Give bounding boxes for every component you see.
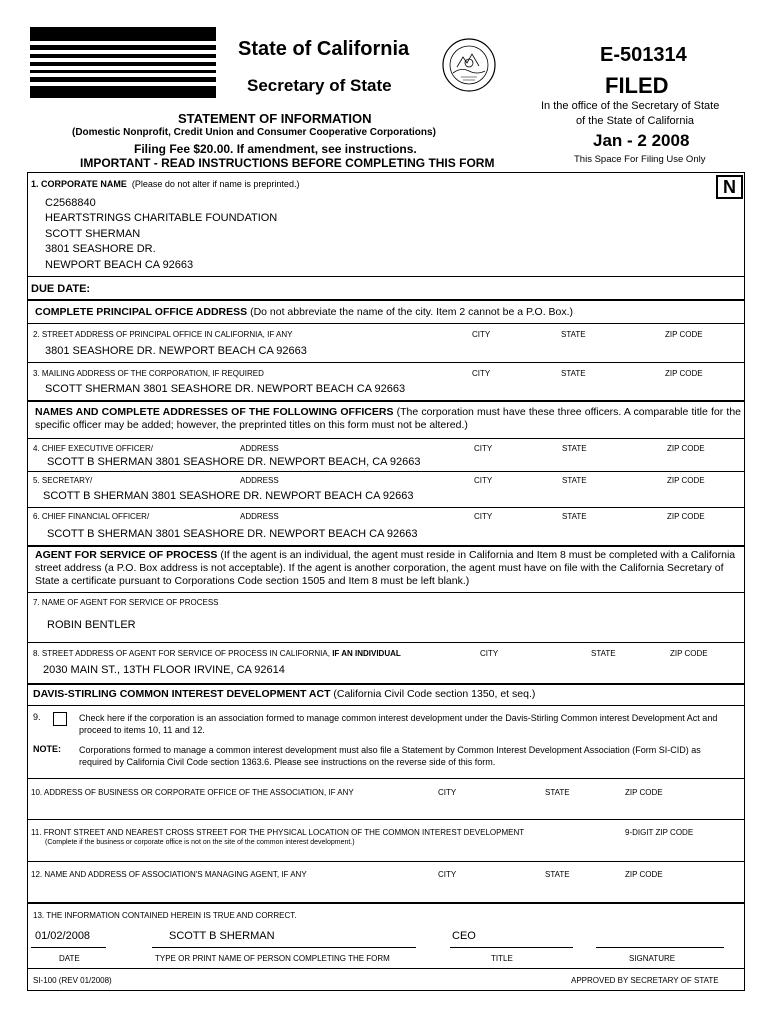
item9-text: Check here if the corporation is an association formed to manage common interest development under the Davis-Stirling Common interest Development Act and proceed to items 10, 11 and 12. bbox=[79, 713, 718, 735]
item5-city-label: CITY bbox=[474, 476, 493, 485]
item6-address-label: ADDRESS bbox=[240, 512, 279, 521]
officers-title: NAMES AND COMPLETE ADDRESSES OF THE FOLLOWING OFFICERS (The corporation must have these three officers. A comparable title for the specific officer may be added; however, the preprinted titles on this form must not be altered.) bbox=[35, 406, 741, 431]
statement-subtitle: (Domestic Nonprofit, Credit Union and Consumer Cooperative Corporations) bbox=[72, 127, 436, 138]
item5-value: SCOTT B SHERMAN 3801 SEASHORE DR. NEWPORT BEACH CA 92663 bbox=[43, 490, 414, 502]
item5-state-label: STATE bbox=[562, 476, 587, 485]
corporate-name-line: HEARTSTRINGS CHARITABLE FOUNDATION bbox=[45, 212, 278, 224]
form-number: SI-100 (REV 01/2008) bbox=[33, 976, 112, 985]
item10-label: 10. ADDRESS OF BUSINESS OR CORPORATE OFFICE OF THE ASSOCIATION, IF ANY bbox=[31, 788, 354, 797]
sign-date-value: 01/02/2008 bbox=[35, 930, 91, 942]
item9-number: 9. bbox=[33, 712, 41, 722]
filed-date: Jan - 2 2008 bbox=[593, 131, 690, 150]
item4-state-label: STATE bbox=[562, 444, 587, 453]
item4-city-label: CITY bbox=[474, 444, 493, 453]
sign-name-value: SCOTT B SHERMAN bbox=[169, 930, 275, 942]
item8-label: 8. STREET ADDRESS OF AGENT FOR SERVICE OF PROCESS IN CALIFORNIA, IF AN INDIVIDUAL bbox=[33, 649, 401, 658]
item3-state-label: STATE bbox=[561, 369, 586, 378]
principal-office-title: COMPLETE PRINCIPAL OFFICE ADDRESS (Do not abbreviate the name of the city. Item 2 cannot be a P.O. Box.) bbox=[35, 306, 574, 318]
corporate-name-line: 3801 SEASHORE DR. bbox=[45, 243, 156, 255]
item2-state-label: STATE bbox=[561, 330, 586, 339]
due-date-label: DUE DATE: bbox=[31, 283, 91, 295]
sign-name-label: TYPE OR PRINT NAME OF PERSON COMPLETING THE FORM bbox=[155, 954, 390, 963]
item12-zip-label: ZIP CODE bbox=[625, 870, 663, 879]
item7-value: ROBIN BENTLER bbox=[47, 619, 136, 631]
item4-label: 4. CHIEF EXECUTIVE OFFICER/ bbox=[33, 444, 154, 453]
note-text: Corporations formed to manage a common interest development must also file a Statement by Common Interest Development Association (Form SI-CID) as required by California Civil Code section 1363.6. Please see instructions on the reverse side of this form. bbox=[79, 745, 701, 767]
item2-label: 2. STREET ADDRESS OF PRINCIPAL OFFICE IN CALIFORNIA, IF ANY bbox=[33, 330, 293, 339]
item13-label: 13. THE INFORMATION CONTAINED HEREIN IS TRUE AND CORRECT. bbox=[33, 911, 297, 920]
signature-label: SIGNATURE bbox=[629, 954, 676, 963]
item8-state-label: STATE bbox=[591, 649, 616, 658]
filing-use-note: This Space For Filing Use Only bbox=[574, 154, 706, 165]
item6-label: 6. CHIEF FINANCIAL OFFICER/ bbox=[33, 512, 150, 521]
item11-label: 11. FRONT STREET AND NEAREST CROSS STREET FOR THE PHYSICAL LOCATION OF THE COMMON INTEREST DEVELOPMENT bbox=[31, 828, 525, 837]
filed-office-line1: In the office of the Secretary of State bbox=[541, 100, 720, 112]
item8-value: 2030 MAIN ST., 13TH FLOOR IRVINE, CA 92614 bbox=[43, 664, 285, 676]
item2-value: 3801 SEASHORE DR. NEWPORT BEACH CA 92663 bbox=[45, 345, 307, 357]
item11-note: (Complete if the business or corporate office is not on the site of the common interest development.) bbox=[45, 839, 355, 846]
secretary-title: Secretary of State bbox=[247, 76, 392, 95]
item8-city-label: CITY bbox=[480, 649, 499, 658]
statement-title: STATEMENT OF INFORMATION bbox=[178, 111, 372, 126]
item10-city-label: CITY bbox=[438, 788, 457, 797]
item3-city-label: CITY bbox=[472, 369, 491, 378]
corporate-name-line: NEWPORT BEACH CA 92663 bbox=[45, 259, 194, 271]
item4-zip-label: ZIP CODE bbox=[667, 444, 705, 453]
item5-zip-label: ZIP CODE bbox=[667, 476, 705, 485]
item4-address-label: ADDRESS bbox=[240, 444, 279, 453]
item3-zip-label: ZIP CODE bbox=[665, 369, 703, 378]
item4-value: SCOTT B SHERMAN 3801 SEASHORE DR. NEWPORT BEACH, CA 92663 bbox=[47, 456, 421, 468]
item8-zip-label: ZIP CODE bbox=[670, 649, 708, 658]
sign-title-value: CEO bbox=[452, 930, 476, 942]
item5-address-label: ADDRESS bbox=[240, 476, 279, 485]
filing-fee: Filing Fee $20.00. If amendment, see instructions. bbox=[134, 142, 417, 156]
item5-label: 5. SECRETARY/ bbox=[33, 476, 93, 485]
davis-stirling-title: DAVIS-STIRLING COMMON INTEREST DEVELOPMENT ACT (California Civil Code section 1350, et seq.) bbox=[33, 688, 536, 700]
item3-label: 3. MAILING ADDRESS OF THE CORPORATION, IF REQUIRED bbox=[33, 369, 264, 378]
item2-city-label: CITY bbox=[472, 330, 491, 339]
item12-state-label: STATE bbox=[545, 870, 570, 879]
corporate-name-label: 1. CORPORATE NAME (Please do not alter if name is preprinted.) bbox=[31, 179, 300, 189]
item6-zip-label: ZIP CODE bbox=[667, 512, 705, 521]
item6-state-label: STATE bbox=[562, 512, 587, 521]
corporate-name-line: SCOTT SHERMAN bbox=[45, 228, 141, 240]
state-seal-icon bbox=[441, 37, 497, 93]
file-number: E-501314 bbox=[600, 44, 687, 66]
item12-label: 12. NAME AND ADDRESS OF ASSOCIATION'S MANAGING AGENT, IF ANY bbox=[31, 870, 307, 879]
item3-value: SCOTT SHERMAN 3801 SEASHORE DR. NEWPORT BEACH CA 92663 bbox=[45, 383, 406, 395]
sign-date-label: DATE bbox=[59, 954, 80, 963]
agent-title: AGENT FOR SERVICE OF PROCESS (If the agent is an individual, the agent must reside in California and Item 8 must be completed with a California street address (a P.O. Box address is not acceptable). If the agent is another corporation, the agent must have on file with the California Secretary of State a certificate pursuant to Corporations Code section 1505 and Item 8 must be left blank.) bbox=[35, 549, 736, 587]
n-box: N bbox=[716, 175, 743, 199]
important-notice: IMPORTANT - READ INSTRUCTIONS BEFORE COMPLETING THIS FORM bbox=[80, 156, 495, 170]
approved-by: APPROVED BY SECRETARY OF STATE bbox=[571, 976, 719, 985]
item12-city-label: CITY bbox=[438, 870, 457, 879]
item2-zip-label: ZIP CODE bbox=[665, 330, 703, 339]
corporate-name-line: C2568840 bbox=[45, 197, 96, 209]
item7-label: 7. NAME OF AGENT FOR SERVICE OF PROCESS bbox=[33, 598, 219, 607]
filed-stamp: FILED bbox=[605, 73, 669, 98]
sign-title-label: TITLE bbox=[491, 954, 513, 963]
note-label: NOTE: bbox=[33, 744, 61, 754]
item6-value: SCOTT B SHERMAN 3801 SEASHORE DR. NEWPORT BEACH CA 92663 bbox=[47, 528, 418, 540]
item6-city-label: CITY bbox=[474, 512, 493, 521]
item9-checkbox[interactable] bbox=[53, 712, 67, 726]
state-title: State of California bbox=[238, 38, 410, 60]
filed-office-line2: of the State of California bbox=[576, 115, 695, 127]
item11-zip-label: 9-DIGIT ZIP CODE bbox=[625, 828, 694, 837]
item10-zip-label: ZIP CODE bbox=[625, 788, 663, 797]
item10-state-label: STATE bbox=[545, 788, 570, 797]
